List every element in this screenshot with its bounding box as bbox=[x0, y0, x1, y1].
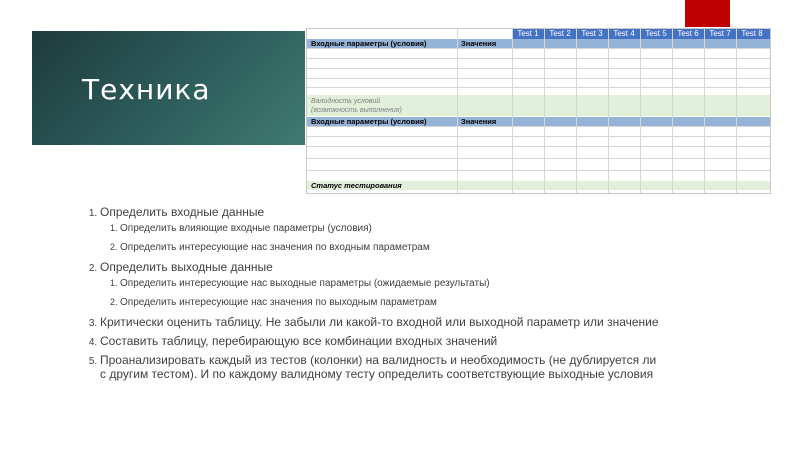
test-header: Test 4 bbox=[613, 29, 635, 38]
list-item: 1. Определить входные данные 1. Определить влияющие входные параметры (условия) 2. Определить интересующие нас значения по входным параметрам bbox=[100, 205, 660, 254]
output-params-label: Входные параметры (условия) bbox=[311, 117, 427, 126]
list-item: 2. Определить интересующие нас значения по входным параметрам bbox=[120, 241, 660, 254]
steps-list bbox=[84, 205, 660, 386]
test-header: Test 7 bbox=[709, 29, 731, 38]
sub-list bbox=[100, 277, 660, 309]
test-header: Test 2 bbox=[549, 29, 571, 38]
list-item: 1. Определить интересующие нас выходные параметры (ожидаемые результаты) bbox=[120, 277, 660, 290]
status-label: Статус тестирования bbox=[311, 181, 402, 190]
validity-label: Валидность условий (возможность выполнения) bbox=[311, 98, 402, 114]
values-label: Значения bbox=[461, 39, 497, 48]
test-header: Test 6 bbox=[677, 29, 699, 38]
test-header: Test 1 bbox=[517, 29, 539, 38]
title-banner bbox=[32, 31, 305, 145]
accent-block bbox=[685, 0, 730, 27]
list-item: 2. Определить выходные данные 1. Определить интересующие нас выходные параметры (ожидаемые результаты) 2. Определить интересующие нас значения по выходным параметрам bbox=[100, 260, 660, 309]
list-item: 5. Проанализировать каждый из тестов (колонки) на валидность и необходимость (не дублируется ли с другим тестом). И по каждому валидному тесту определить соответствующие выходные условия bbox=[100, 353, 660, 381]
input-params-label: Входные параметры (условия) bbox=[311, 39, 427, 48]
list-item: 4. Составить таблицу, перебирающую все комбинации входных значений bbox=[100, 334, 660, 348]
sub-list bbox=[100, 222, 660, 254]
list-item: 1. Определить влияющие входные параметры (условия) bbox=[120, 222, 660, 235]
test-table-image bbox=[306, 28, 771, 194]
slide-title: Техника bbox=[82, 73, 211, 106]
test-header: Test 3 bbox=[581, 29, 603, 38]
test-header: Test 5 bbox=[645, 29, 667, 38]
test-header: Test 8 bbox=[741, 29, 763, 38]
list-item: 2. Определить интересующие нас значения по выходным параметрам bbox=[120, 296, 660, 309]
list-item: 3. Критически оценить таблицу. Не забыли ли какой-то входной или выходной параметр или значение bbox=[100, 315, 660, 329]
output-values-label: Значения bbox=[461, 117, 497, 126]
